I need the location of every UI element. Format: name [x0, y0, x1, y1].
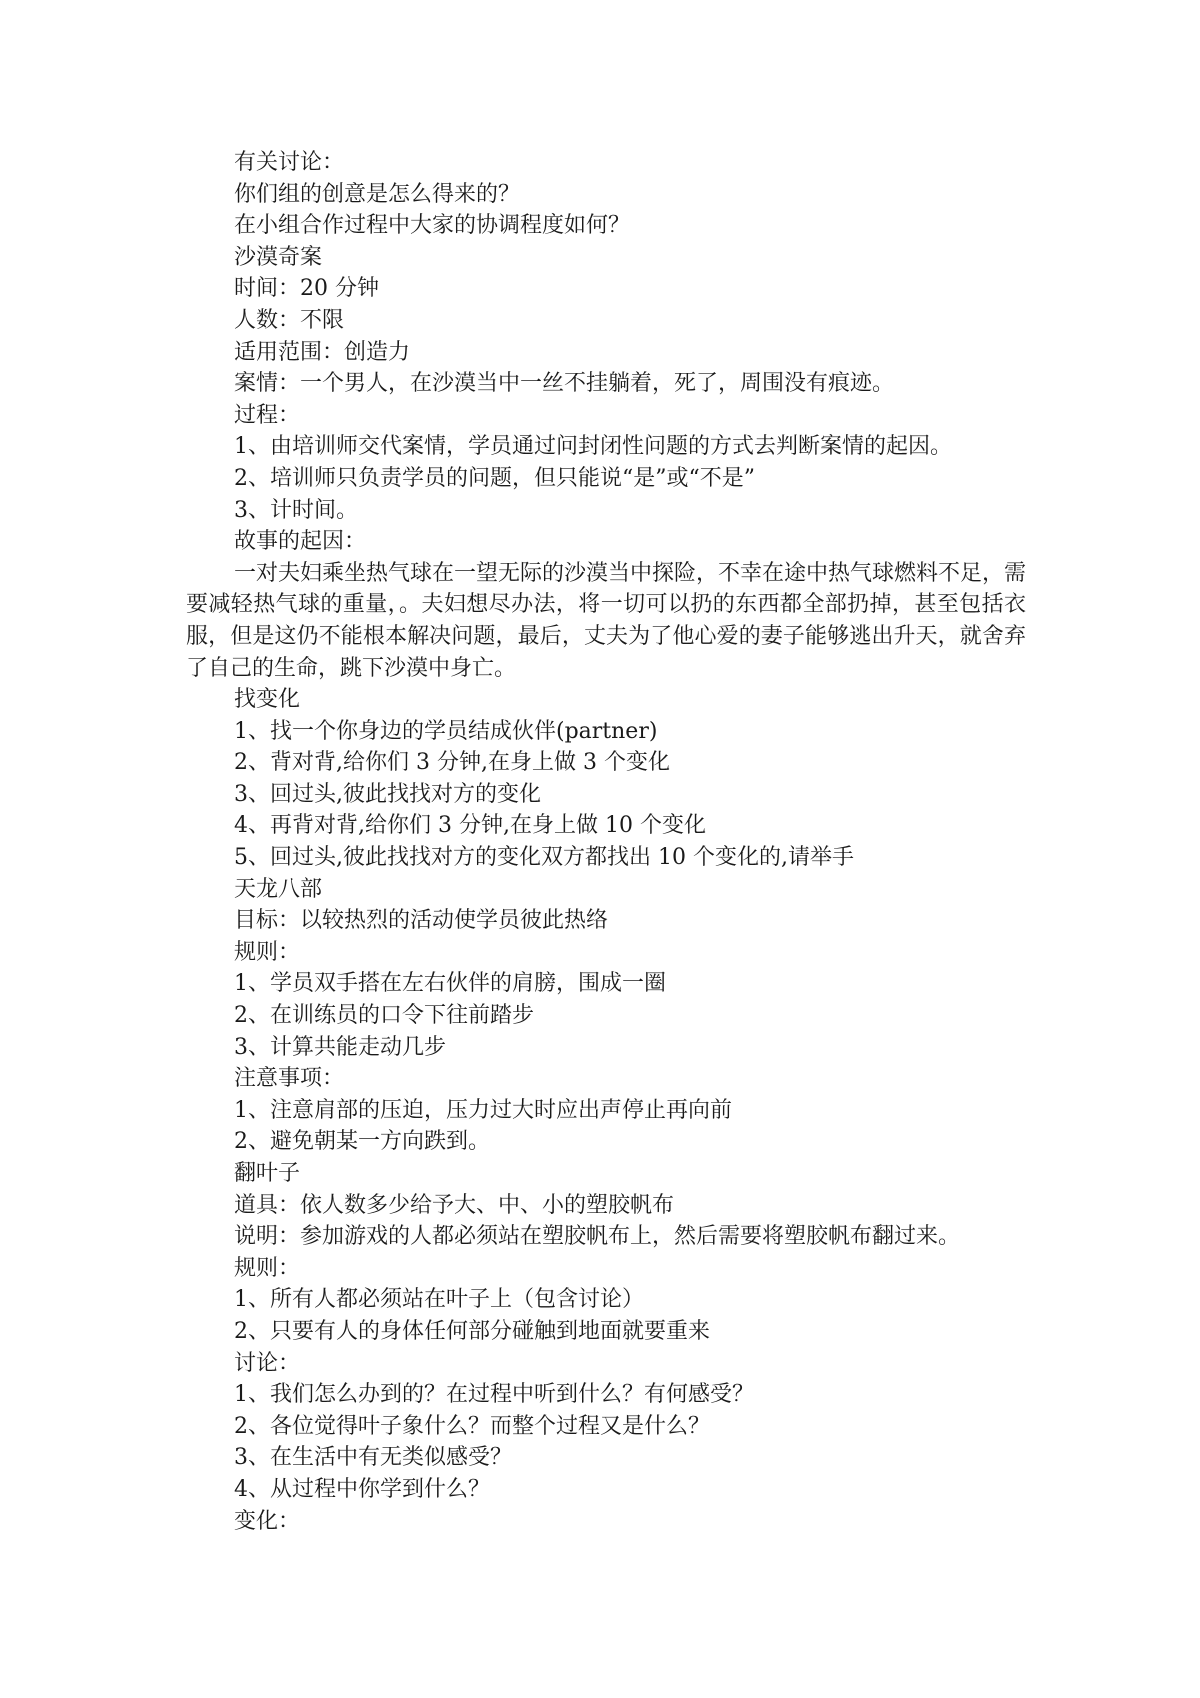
text-line: 2、在训练员的口令下往前踏步	[234, 1003, 534, 1029]
text-line: 时间：20 分钟	[234, 276, 379, 302]
text-line: 3、在生活中有无类似感受？	[234, 1445, 512, 1471]
text-line: 5、回过头,彼此找找对方的变化双方都找出 10 个变化的,请举手	[234, 845, 854, 871]
text-line: 3、计算共能走动几步	[234, 1034, 446, 1060]
text-line: 2、只要有人的身体任何部分碰触到地面就要重来	[234, 1318, 710, 1344]
text-line: 2、各位觉得叶子象什么？而整个过程又是什么？	[234, 1413, 710, 1439]
text-line: 4、再背对背,给你们 3 分钟,在身上做 10 个变化	[234, 813, 706, 839]
text-line: 2、避免朝某一方向跌到。	[234, 1129, 490, 1155]
text-line: 翻叶子	[234, 1161, 301, 1186]
text-line: 4、从过程中你学到什么？	[234, 1476, 490, 1502]
text-line: 找变化	[234, 687, 301, 713]
text-block-a	[186, 147, 1026, 558]
document-body	[186, 147, 1026, 1537]
text-line: 1、所有人都必须站在叶子上（包含讨论）	[234, 1287, 644, 1313]
text-line: 你们组的创意是怎么得来的？	[234, 181, 521, 207]
text-line: 天龙八部	[234, 876, 323, 902]
text-line: 规则：	[234, 939, 301, 965]
text-line: 目标：以较热烈的活动使学员彼此热络	[234, 908, 609, 934]
text-line: 故事的起因：	[234, 529, 367, 555]
text-block-b	[186, 684, 1026, 1537]
text-line: 3、计时间。	[234, 497, 358, 523]
text-line: 讨论：	[234, 1350, 301, 1376]
text-line: 过程：	[234, 402, 301, 428]
text-line: 1、我们怎么办到的？在过程中听到什么？有何感受？	[234, 1382, 754, 1408]
text-line: 1、注意肩部的压迫，压力过大时应出声停止再向前	[234, 1097, 732, 1123]
text-line: 变化：	[234, 1508, 301, 1534]
text-line: 人数：不限	[234, 307, 345, 333]
text-line: 沙漠奇案	[234, 244, 323, 270]
text-line: 1、找一个你身边的学员结成伙伴(partner)	[234, 718, 658, 744]
text-line: 2、背对背,给你们 3 分钟,在身上做 3 个变化	[234, 750, 670, 776]
text-line: 1、由培训师交代案情，学员通过问封闭性问题的方式去判断案情的起因。	[234, 434, 952, 460]
text-line: 在小组合作过程中大家的协调程度如何？	[234, 213, 631, 239]
text-line: 说明：参加游戏的人都必须站在塑胶帆布上，然后需要将塑胶帆布翻过来。	[234, 1224, 961, 1250]
text-line: 道具：依人数多少给予大、中、小的塑胶帆布	[234, 1192, 675, 1218]
text-line: 规则：	[234, 1255, 301, 1281]
text-line: 2、培训师只负责学员的问题，但只能说“是”或“不是”	[234, 465, 755, 491]
text-line: 案情：一个男人，在沙漠当中一丝不挂躺着，死了，周围没有痕迹。	[234, 371, 895, 397]
text-line: 3、回过头,彼此找找对方的变化	[234, 781, 541, 807]
text-line: 1、学员双手搭在左右伙伴的肩膀，围成一圈	[234, 971, 666, 997]
text-line: 注意事项：	[234, 1066, 345, 1092]
text-line: 有关讨论：	[234, 150, 345, 175]
text-line: 适用范围：创造力	[234, 339, 411, 365]
story-paragraph: 一对夫妇乘坐热气球在一望无际的沙漠当中探险，不幸在途中热气球燃料不足，需要减轻热气球的重量，。夫妇想尽办法，将一切可以扔的东西都全部扔掉，甚至包括衣服，但是这仍不能根本解决问题，最后，丈夫为了他心爱的妻子能够逃出升天，就舍弃了自己的生命，跳下沙漠中身亡。	[186, 560, 1027, 681]
